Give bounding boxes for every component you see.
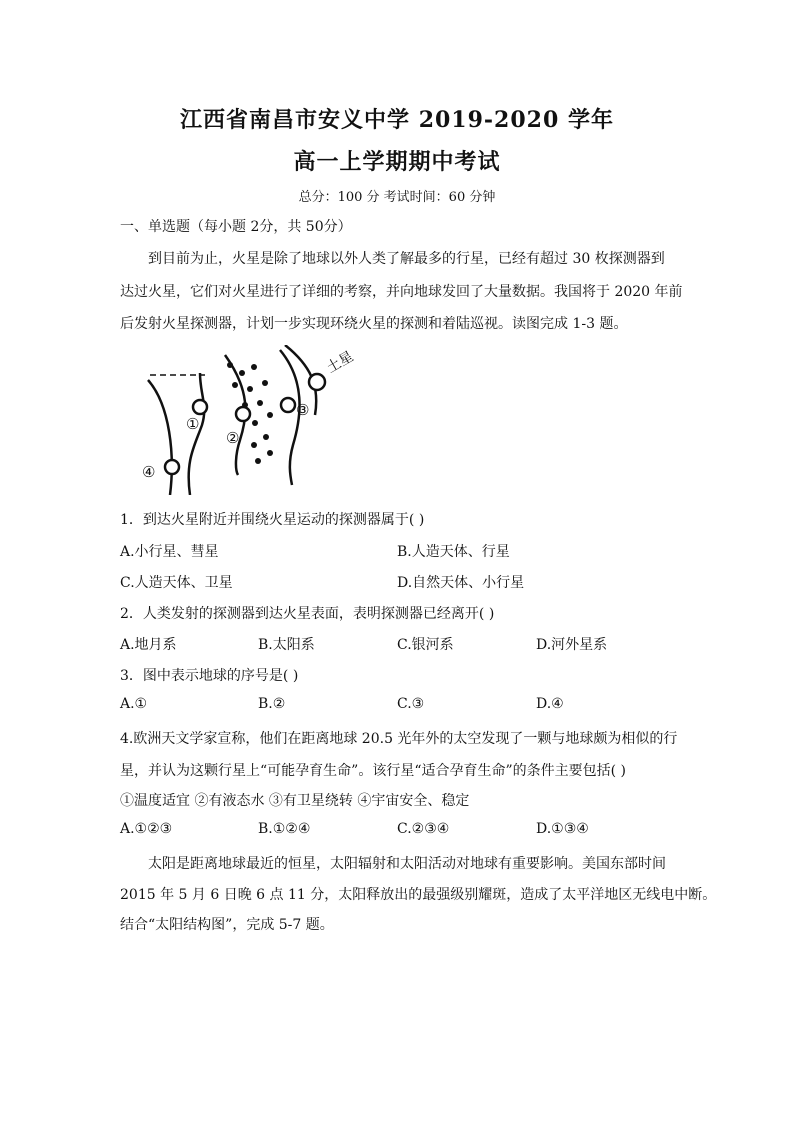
exam-meta: 总分：100 分 考试时间：60 分钟	[298, 190, 496, 205]
exam-title-line1: 江西省南昌市安义中学 2019-2020 学年	[180, 107, 614, 133]
marker-4: ④	[142, 463, 156, 481]
q4-stem-line3: ①温度适宜 ②有液态水 ③有卫星绕转 ④宇宙安全、稳定	[120, 793, 470, 809]
q4-stem-line1: 4.欧洲天文学家宣称，他们在距离地球 20.5 光年外的太空发现了一颗与地球颇为相似的行	[120, 731, 678, 747]
q2-option-d[interactable]: D.河外星系	[536, 637, 608, 653]
q3-option-c[interactable]: C.③	[397, 696, 425, 712]
intro2-line1: 太阳是距离地球最近的恒星，太阳辐射和太阳活动对地球有重要影响。美国东部时间	[148, 856, 666, 872]
intro1-line1: 到目前为止，火星是除了地球以外人类了解最多的行星，已经有超过 30 枚探测器到	[148, 251, 665, 267]
q1-stem: 1．到达火星附近并围绕火星运动的探测器属于( )	[120, 512, 425, 528]
intro1-line2: 达过火星，它们对火星进行了详细的考察，并向地球发回了大量数据。我国将于 2020 年前	[120, 284, 683, 300]
marker-1: ①	[186, 415, 200, 433]
q1-option-a[interactable]: A.小行星、彗星	[120, 544, 219, 560]
q1-option-c[interactable]: C.人造天体、卫星	[120, 575, 233, 591]
intro2-line3: 结合“太阳结构图”，完成 5-7 题。	[120, 917, 334, 933]
q2-option-b[interactable]: B.太阳系	[258, 637, 315, 653]
q3-option-a[interactable]: A.①	[120, 696, 148, 712]
q2-stem: 2．人类发射的探测器到达火星表面，表明探测器已经离开( )	[120, 606, 495, 622]
q1-option-b[interactable]: B.人造天体、行星	[397, 544, 510, 560]
q4-option-d[interactable]: D.①③④	[536, 821, 589, 837]
q4-option-a[interactable]: A.①②③	[120, 821, 173, 837]
q1-option-d[interactable]: D.自然天体、小行星	[397, 575, 525, 591]
planet-4	[165, 460, 179, 474]
q2-option-c[interactable]: C.银河系	[397, 637, 454, 653]
exam-title-line2: 高一上学期期中考试	[293, 149, 501, 175]
q4-stem-line2: 星，并认为这颗行星上“可能孕育生命”。该行星“适合孕育生命”的条件主要包括( )	[120, 763, 627, 779]
planet-orbit-figure	[130, 345, 370, 495]
q2-option-a[interactable]: A.地月系	[120, 637, 177, 653]
saturn-label: 土星	[324, 348, 357, 377]
planet-2	[236, 407, 250, 421]
section-heading: 一、单选题（每小题 2分，共 50分）	[120, 219, 352, 235]
planet-3	[281, 398, 295, 412]
intro1-line3: 后发射火星探测器，计划一步实现环绕火星的探测和着陆巡视。读图完成 1-3 题。	[120, 316, 628, 332]
q4-option-b[interactable]: B.①②④	[258, 821, 311, 837]
q3-stem: 3．图中表示地球的序号是( )	[120, 668, 299, 684]
intro2-line2: 2015 年 5 月 6 日晚 6 点 11 分，太阳释放出的最强级别耀斑，造成了太平洋地区无线电中断。	[120, 887, 717, 903]
planet-saturn	[309, 374, 325, 390]
orbit-line-2	[189, 373, 205, 495]
planet-1	[193, 400, 207, 414]
marker-3: ③	[296, 401, 310, 419]
q3-option-b[interactable]: B.②	[258, 696, 286, 712]
q3-option-d[interactable]: D.④	[536, 696, 564, 712]
q4-option-c[interactable]: C.②③④	[397, 821, 450, 837]
marker-2: ②	[226, 429, 240, 447]
